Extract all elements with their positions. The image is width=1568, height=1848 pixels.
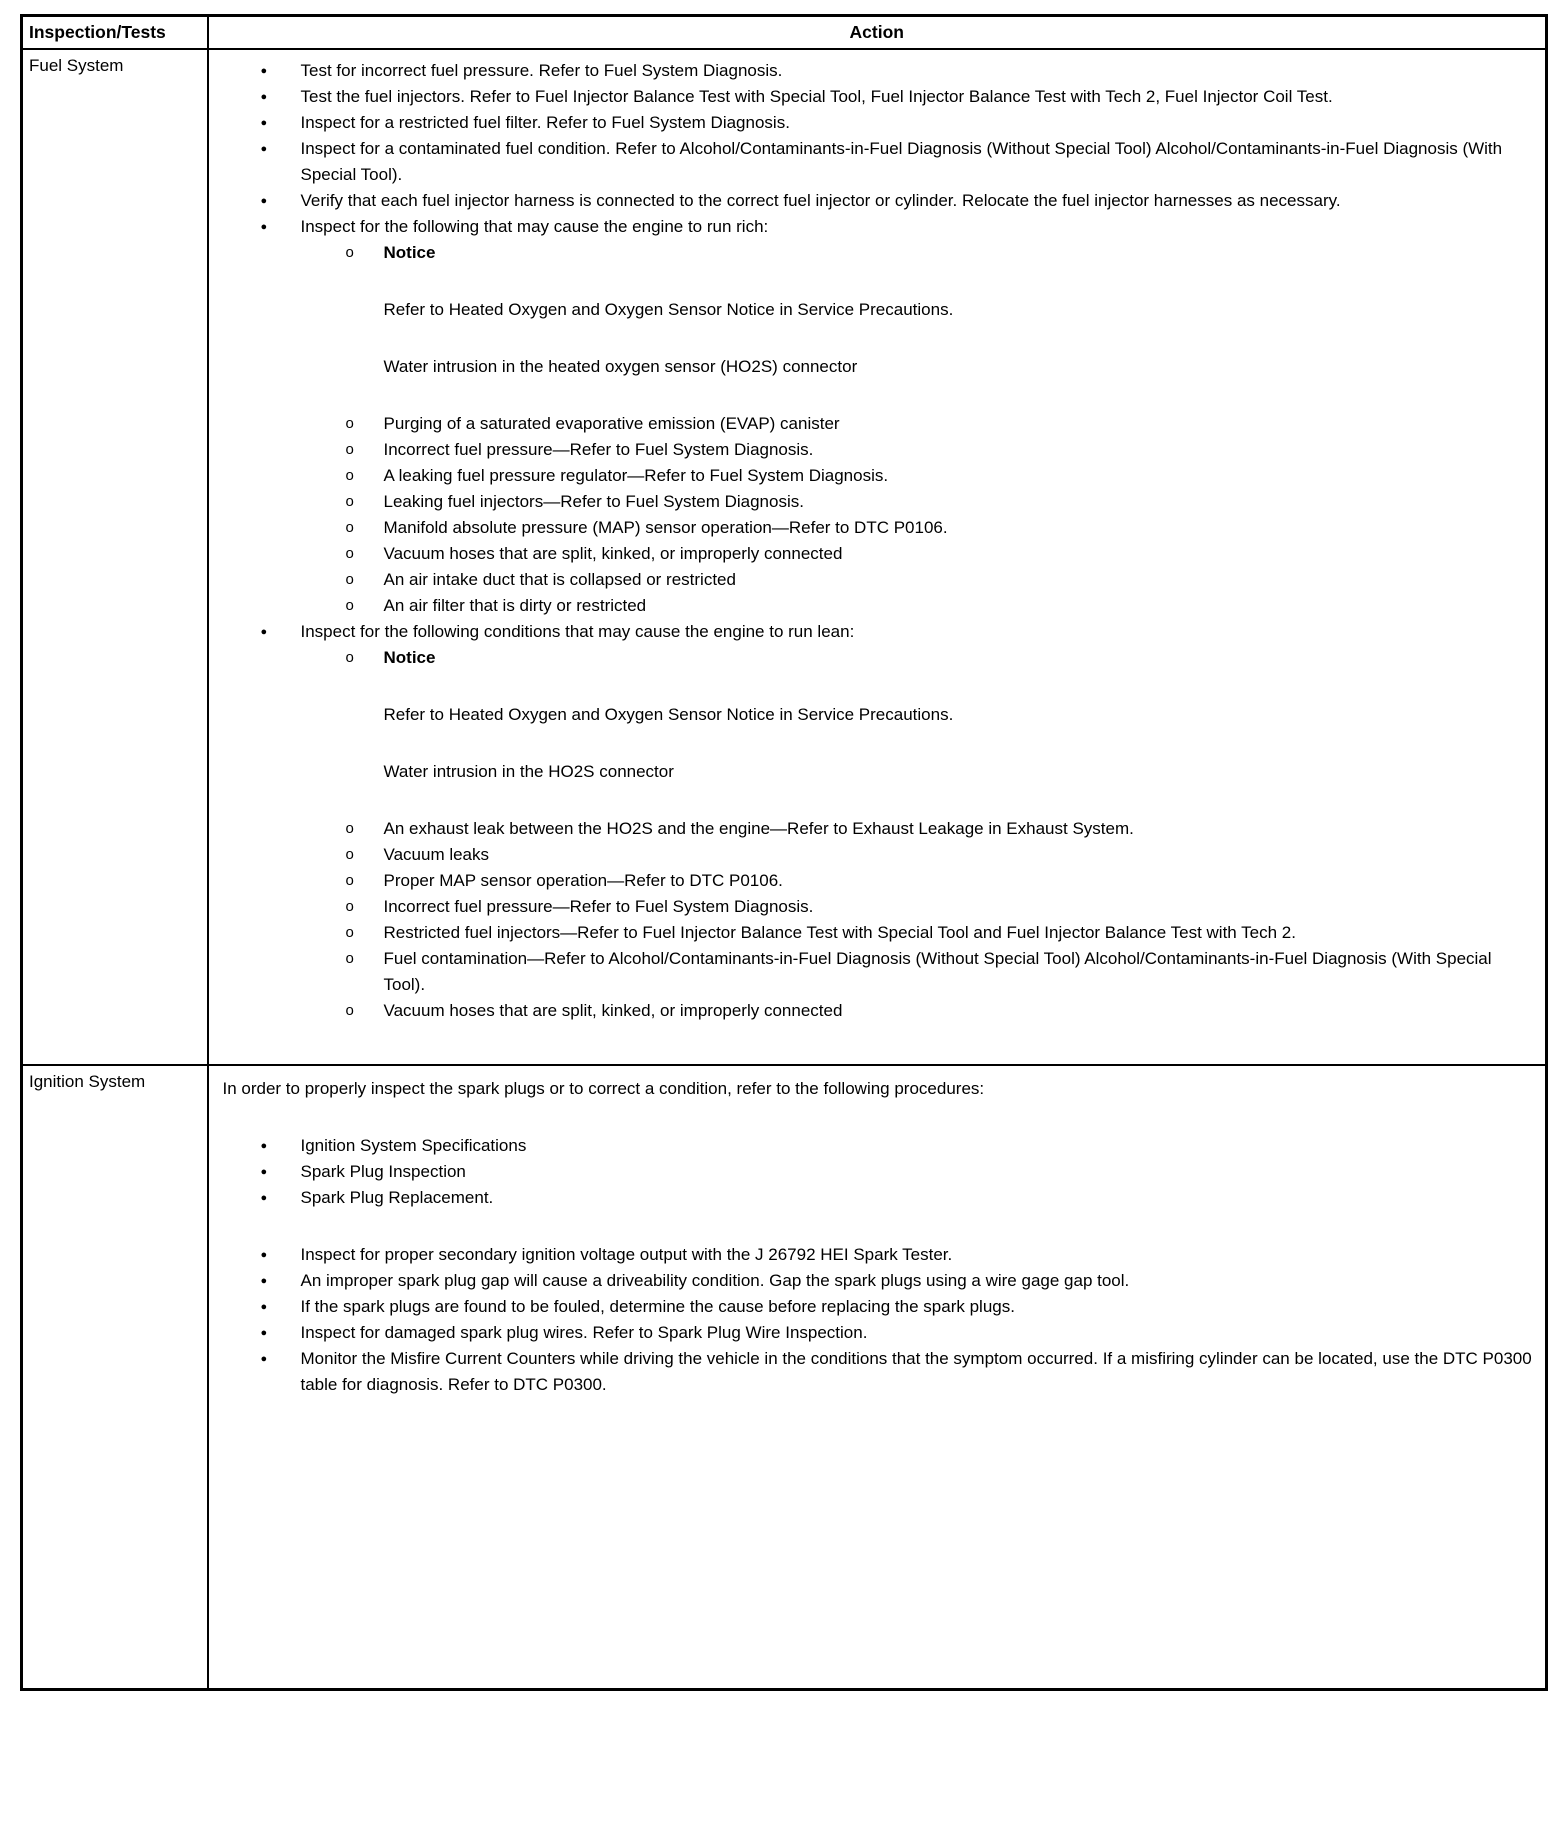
circle-icon: o — [345, 820, 354, 837]
circle-icon: o — [345, 950, 354, 967]
notice-paragraph: Refer to Heated Oxygen and Oxygen Sensor Notice in Service Precautions. — [383, 300, 954, 319]
list-item — [219, 463, 1534, 489]
spacer — [219, 785, 1534, 816]
bullet-icon: ● — [260, 195, 268, 207]
list-item — [219, 1185, 1534, 1211]
list-item — [219, 1133, 1534, 1159]
bullet-icon: ● — [260, 91, 268, 103]
bullet-icon: ● — [260, 117, 268, 129]
list-item-text: Test the fuel injectors. Refer to Fuel Injector Balance Test with Special Tool, Fuel Injector Balance Test with Tech 2, Fuel Injector Coil Test. — [300, 87, 1333, 106]
list-item-text: Verify that each fuel injector harness is connected to the correct fuel injector or cylinder. Relocate the fuel injector harnesses as necessary. — [300, 191, 1341, 210]
list-item — [219, 645, 1534, 671]
bullet-icon: ● — [260, 1327, 268, 1339]
intro-paragraph: In order to properly inspect the spark plugs or to correct a condition, refer to the following procedures: — [222, 1079, 985, 1098]
column-header-action: Action — [208, 16, 1547, 50]
list-item — [219, 136, 1534, 188]
circle-icon: o — [345, 924, 354, 941]
list-item — [219, 489, 1534, 515]
bullet-icon: ● — [260, 1275, 268, 1287]
spacer — [219, 266, 1534, 297]
list-item-text: Incorrect fuel pressure—Refer to Fuel System Diagnosis. — [383, 440, 814, 459]
circle-icon: o — [345, 846, 354, 863]
list-item-text: Manifold absolute pressure (MAP) sensor operation—Refer to DTC P0106. — [383, 518, 948, 537]
list-item — [219, 567, 1534, 593]
list-item-text: Test for incorrect fuel pressure. Refer to Fuel System Diagnosis. — [300, 61, 783, 80]
bullet-icon: ● — [260, 1192, 268, 1204]
list-item — [219, 842, 1534, 868]
circle-icon: o — [345, 597, 354, 614]
spacer — [219, 323, 1534, 354]
list-item — [219, 894, 1534, 920]
list-item-text: Purging of a saturated evaporative emission (EVAP) canister — [383, 414, 840, 433]
diagnostic-table — [20, 14, 1548, 1691]
bullet-icon: ● — [260, 626, 268, 638]
list-item — [219, 1159, 1534, 1185]
list-item — [219, 1346, 1534, 1398]
list-item-text: Spark Plug Replacement. — [300, 1188, 494, 1207]
bullet-icon: ● — [260, 1140, 268, 1152]
circle-icon: o — [345, 519, 354, 536]
list-item-text: Inspect for proper secondary ignition voltage output with the J 26792 HEI Spark Tester. — [300, 1245, 953, 1264]
spacer — [219, 1102, 1534, 1133]
bullet-icon: ● — [260, 221, 268, 233]
list-item — [219, 437, 1534, 463]
circle-icon: o — [345, 415, 354, 432]
list-item-text: An air filter that is dirty or restricted — [383, 596, 647, 615]
spacer — [219, 728, 1534, 759]
list-item-text: A leaking fuel pressure regulator—Refer to Fuel System Diagnosis. — [383, 466, 889, 485]
circle-icon: o — [345, 571, 354, 588]
list-item-text: If the spark plugs are found to be fouled, determine the cause before replacing the spark plugs. — [300, 1297, 1015, 1316]
list-item — [219, 920, 1534, 946]
circle-icon: o — [345, 545, 354, 562]
bullet-icon: ● — [260, 1301, 268, 1313]
table-row — [22, 49, 1547, 1065]
row-label: Fuel System — [22, 49, 208, 1065]
list-item-text: An improper spark plug gap will cause a driveability condition. Gap the spark plugs using a wire gage gap tool. — [300, 1271, 1130, 1290]
spacer — [219, 671, 1534, 702]
list-item — [219, 541, 1534, 567]
list-item — [219, 1320, 1534, 1346]
list-item-text: Vacuum hoses that are split, kinked, or improperly connected — [383, 544, 843, 563]
list-item-text: An air intake duct that is collapsed or restricted — [383, 570, 736, 589]
list-item-text: Ignition System Specifications — [300, 1136, 527, 1155]
list-item-text: Inspect for the following that may cause the engine to run rich: — [300, 217, 769, 236]
list-item-text: Vacuum leaks — [383, 845, 490, 864]
list-item — [219, 515, 1534, 541]
list-item — [219, 868, 1534, 894]
circle-icon: o — [345, 872, 354, 889]
list-item — [219, 998, 1534, 1024]
list-item-text: Vacuum hoses that are split, kinked, or improperly connected — [383, 1001, 843, 1020]
bullet-icon: ● — [260, 1166, 268, 1178]
list-item-text: Monitor the Misfire Current Counters while driving the vehicle in the conditions that the symptom occurred. If a misfiring cylinder can be located, use the DTC P0300 table for diagnosis. Refer to DTC P0300. — [300, 1349, 1532, 1394]
action-cell — [208, 1065, 1547, 1690]
column-header-inspection-tests: Inspection/Tests — [22, 16, 208, 50]
list-item — [219, 1242, 1534, 1268]
circle-icon: o — [345, 441, 354, 458]
list-item-text: Spark Plug Inspection — [300, 1162, 466, 1181]
list-item — [219, 240, 1534, 266]
list-item-text: Notice — [383, 648, 436, 667]
spacer — [219, 1211, 1534, 1242]
bullet-icon: ● — [260, 65, 268, 77]
list-item — [219, 816, 1534, 842]
action-cell — [208, 49, 1547, 1065]
list-item — [219, 214, 1534, 240]
row-label: Ignition System — [22, 1065, 208, 1690]
bullet-icon: ● — [260, 143, 268, 155]
list-item-text: An exhaust leak between the HO2S and the engine—Refer to Exhaust Leakage in Exhaust System. — [383, 819, 1134, 838]
circle-icon: o — [345, 493, 354, 510]
circle-icon: o — [345, 467, 354, 484]
list-item — [219, 619, 1534, 645]
list-item — [219, 593, 1534, 619]
list-item — [219, 188, 1534, 214]
notice-paragraph: Water intrusion in the heated oxygen sensor (HO2S) connector — [383, 357, 858, 376]
circle-icon: o — [345, 1002, 354, 1019]
list-item-text: Fuel contamination—Refer to Alcohol/Contaminants-in-Fuel Diagnosis (Without Special Tool) Alcohol/Contaminants-in-Fuel Diagnosis (With Special Tool). — [383, 949, 1492, 994]
list-item-text: Inspect for a contaminated fuel condition. Refer to Alcohol/Contaminants-in-Fuel Diagnosis (Without Special Tool) Alcohol/Contaminants-in-Fuel Diagnosis (With Special Tool). — [300, 139, 1503, 184]
notice-paragraph: Refer to Heated Oxygen and Oxygen Sensor Notice in Service Precautions. — [383, 705, 954, 724]
list-item-text: Restricted fuel injectors—Refer to Fuel Injector Balance Test with Special Tool and Fuel Injector Balance Test with Tech 2. — [383, 923, 1296, 942]
list-item-text: Inspect for a restricted fuel filter. Refer to Fuel System Diagnosis. — [300, 113, 790, 132]
list-item-text: Leaking fuel injectors—Refer to Fuel System Diagnosis. — [383, 492, 804, 511]
notice-paragraph: Water intrusion in the HO2S connector — [383, 762, 674, 781]
list-item — [219, 110, 1534, 136]
circle-icon: o — [345, 244, 354, 261]
circle-icon: o — [345, 898, 354, 915]
list-item-text: Inspect for the following conditions that may cause the engine to run lean: — [300, 622, 855, 641]
circle-icon: o — [345, 649, 354, 666]
list-item-text: Inspect for damaged spark plug wires. Refer to Spark Plug Wire Inspection. — [300, 1323, 868, 1342]
list-item-text: Incorrect fuel pressure—Refer to Fuel System Diagnosis. — [383, 897, 814, 916]
list-item — [219, 84, 1534, 110]
list-item-text: Proper MAP sensor operation—Refer to DTC P0106. — [383, 871, 783, 890]
list-item — [219, 411, 1534, 437]
table-row — [22, 1065, 1547, 1690]
bullet-icon: ● — [260, 1249, 268, 1261]
header-row — [22, 16, 1547, 50]
list-item-text: Notice — [383, 243, 436, 262]
list-item — [219, 58, 1534, 84]
list-item — [219, 1268, 1534, 1294]
spacer — [219, 380, 1534, 411]
list-item — [219, 1294, 1534, 1320]
list-item — [219, 946, 1534, 998]
bullet-icon: ● — [260, 1353, 268, 1365]
